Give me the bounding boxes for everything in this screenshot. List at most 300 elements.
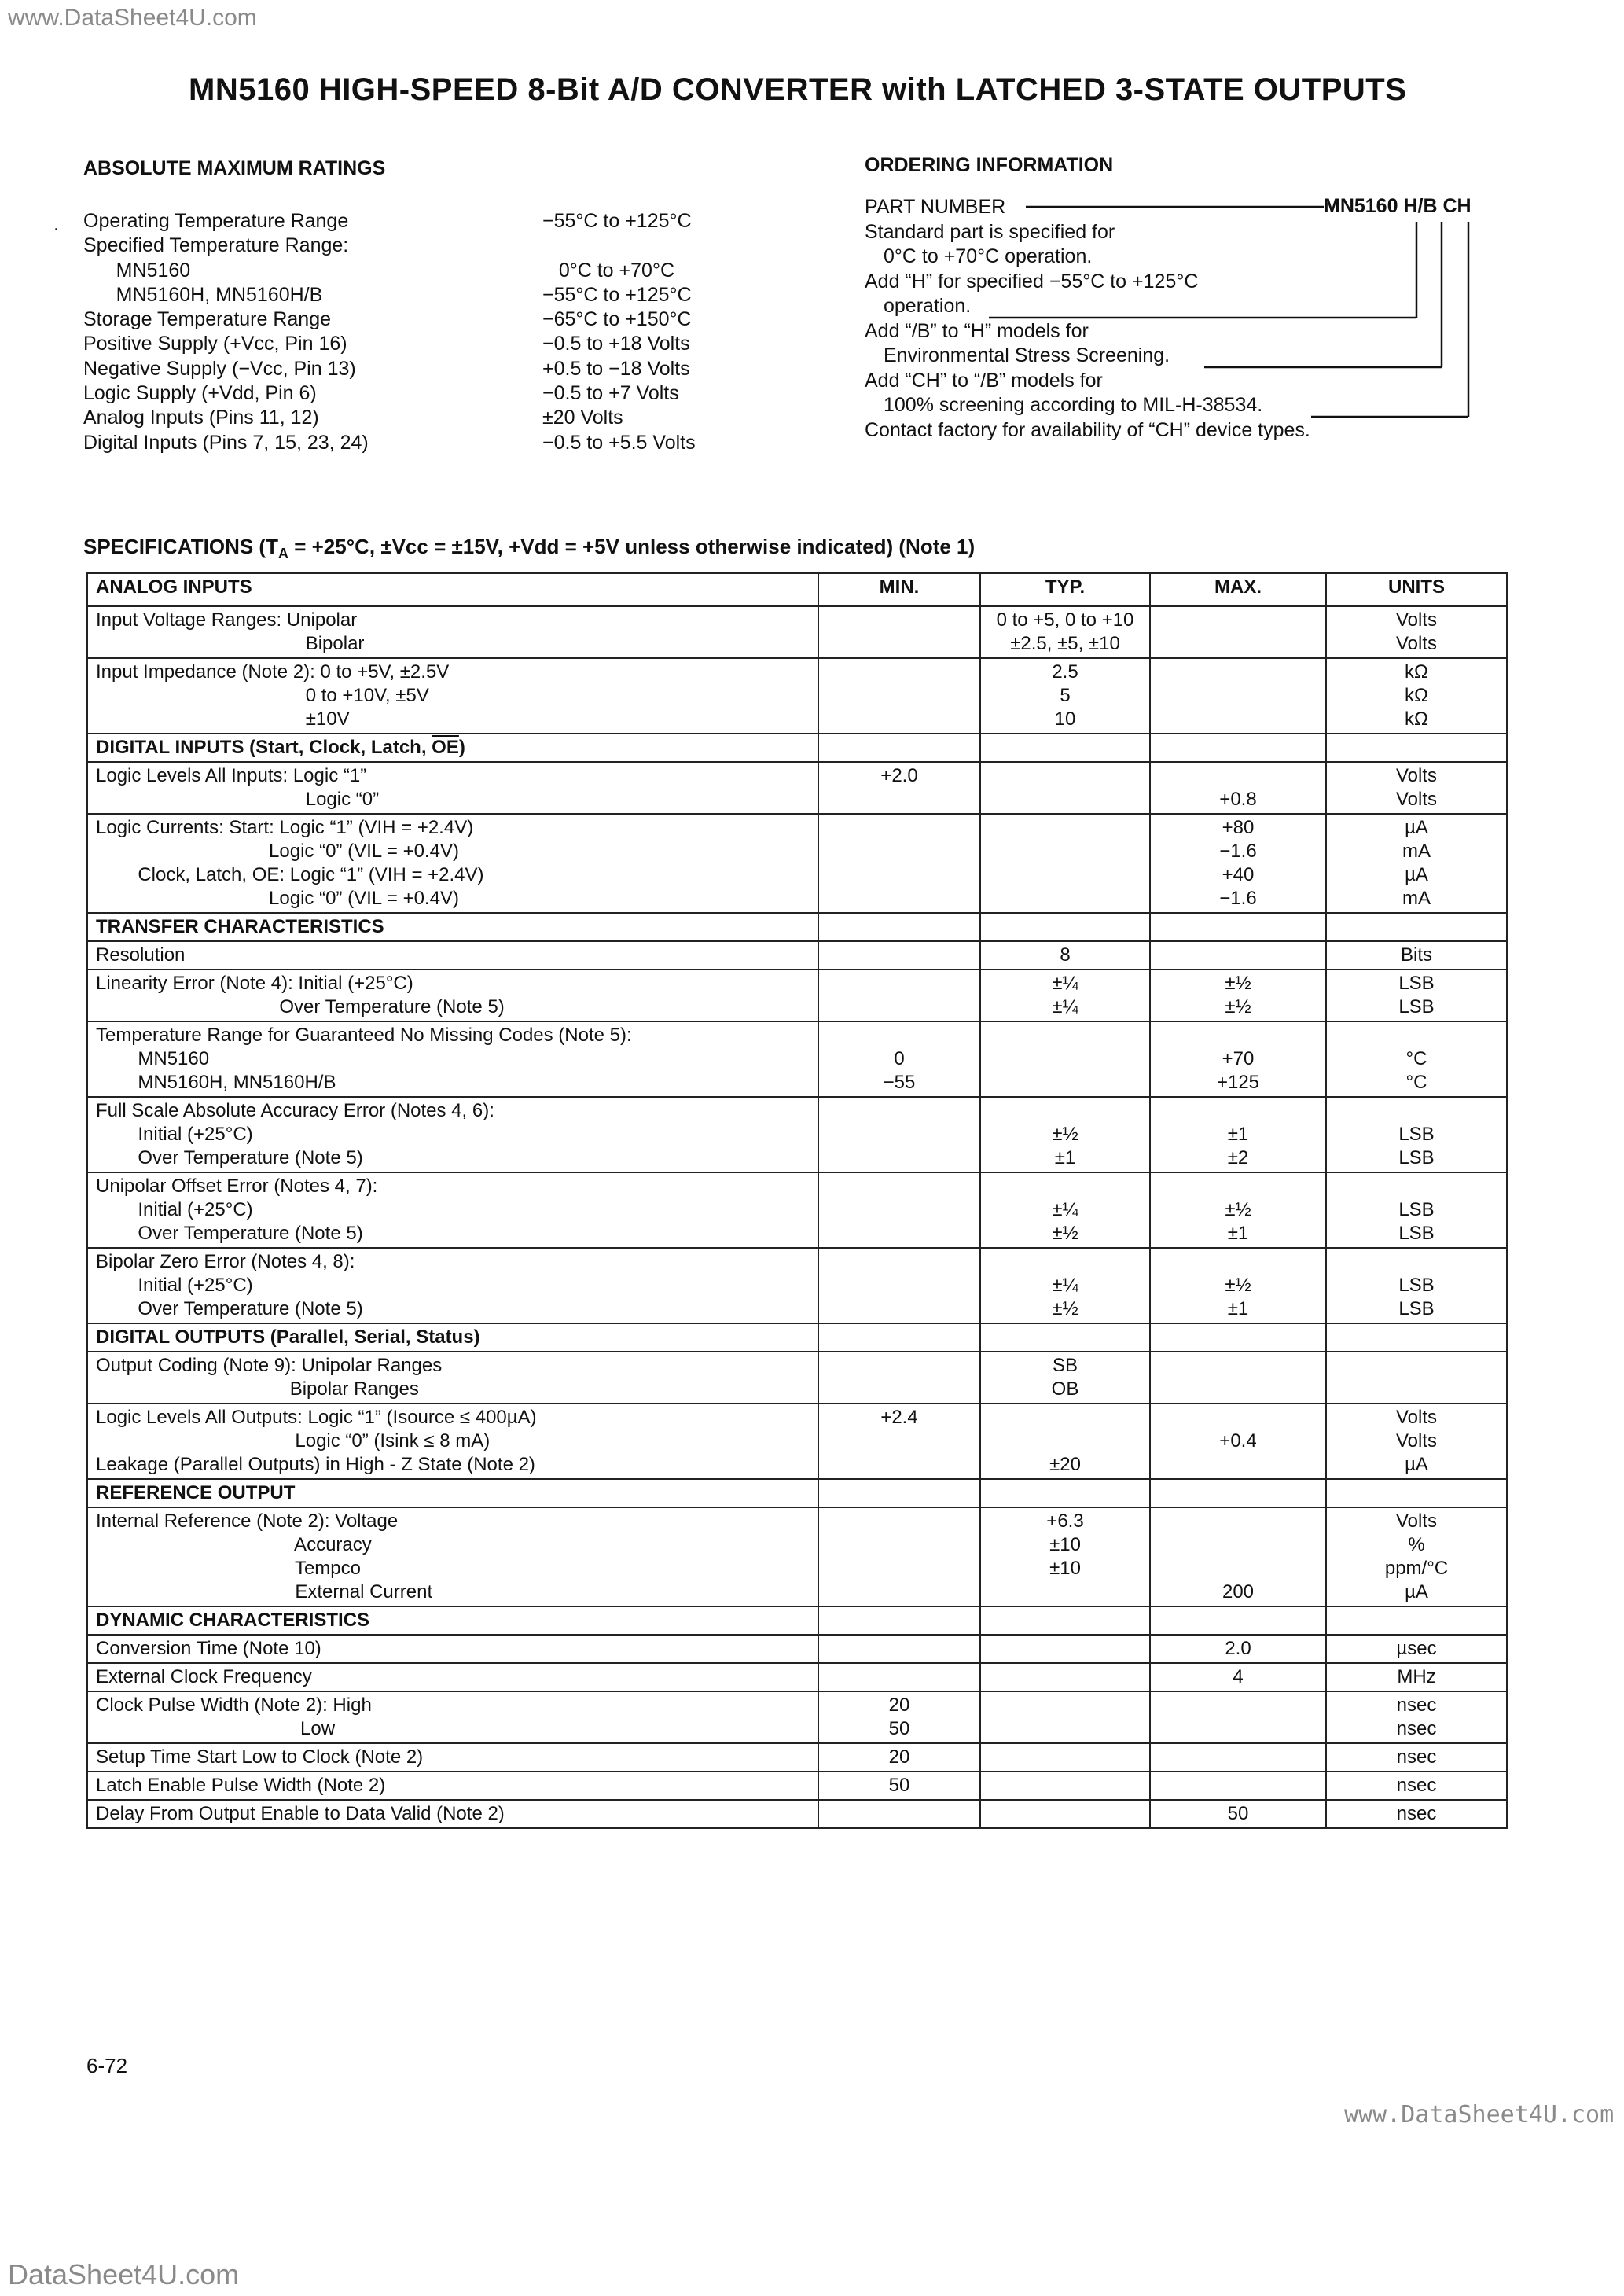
cell-line: Over Temperature (Note 5) [96, 1147, 363, 1168]
typ-cell [980, 1248, 1150, 1323]
max-cell [1150, 814, 1326, 913]
rating-value: ±20 Volts [542, 407, 623, 429]
units-cell [1326, 1772, 1507, 1800]
empty-cell [1326, 1479, 1507, 1507]
max-cell [1150, 762, 1326, 814]
table-row [87, 1097, 1507, 1172]
cell-line: ±1 [1227, 1223, 1249, 1244]
cell-line: Tempco [96, 1558, 361, 1579]
typ-cell [980, 970, 1150, 1021]
cell-line: Bits [1400, 944, 1432, 966]
cell-line: Temperature Range for Guaranteed No Missing Codes (Note 5): [96, 1025, 632, 1046]
param-cell [87, 1404, 818, 1479]
cell-line: ±½ [1052, 1298, 1078, 1319]
units-cell [1326, 1743, 1507, 1772]
typ-cell [980, 1404, 1150, 1479]
cell-line: Input Voltage Ranges: Unipolar [96, 609, 358, 631]
cell-line: ±1 [1227, 1124, 1249, 1145]
cell-line: Resolution [96, 944, 186, 966]
cell-line: ±1 [1227, 1298, 1249, 1319]
cell-line: Bipolar [96, 633, 365, 654]
cell-line [827, 788, 972, 811]
typ-cell [980, 658, 1150, 734]
max-cell [1150, 1743, 1326, 1772]
cell-line: µA [1405, 1581, 1428, 1602]
cell-line: Over Temperature (Note 5) [96, 1298, 363, 1319]
absolute-max-heading: ABSOLUTE MAXIMUM RATINGS [83, 157, 386, 179]
units-cell [1326, 1352, 1507, 1404]
empty-cell [818, 1606, 980, 1635]
cell-line: Setup Time Start Low to Clock (Note 2) [96, 1746, 424, 1768]
table-row [87, 814, 1507, 913]
cell-line: External Current [96, 1581, 433, 1602]
section-title: REFERENCE OUTPUT [87, 1479, 818, 1507]
min-cell [818, 762, 980, 814]
cell-line: +6.3 [1046, 1510, 1084, 1532]
max-cell [1150, 658, 1326, 734]
cell-line: Volts [1395, 633, 1438, 654]
cell-line: ±½ [1225, 1199, 1251, 1220]
cell-line: µsec [1396, 1638, 1437, 1659]
param-cell [87, 1248, 818, 1323]
cell-line: External Clock Frequency [96, 1666, 312, 1687]
empty-cell [818, 913, 980, 941]
cell-line [827, 1453, 972, 1477]
table-row [87, 1352, 1507, 1404]
rating-label: Logic Supply (+Vdd, Pin 6) [83, 382, 317, 405]
max-cell [1150, 1772, 1326, 1800]
cell-line: Volts [1395, 765, 1438, 786]
col-header-units: UNITS [1326, 573, 1507, 606]
cell-line [989, 1175, 1141, 1198]
max-cell [1150, 1691, 1326, 1743]
empty-cell [1326, 1323, 1507, 1352]
units-cell [1326, 1097, 1507, 1172]
cell-line: +125 [1216, 1072, 1260, 1093]
watermark-right: www.DataSheet4U.com [1344, 2101, 1615, 2129]
specifications-heading: SPECIFICATIONS ($T_A = +25^\circ C$, ±Vcc = ±15V, +Vdd = +5V unless otherwise indicated) (Note 1) [83, 535, 976, 562]
empty-cell [818, 1323, 980, 1352]
section-row [87, 1323, 1507, 1352]
min-cell [818, 970, 980, 1021]
cell-line: MN5160H, MN5160H/B [96, 1072, 336, 1093]
max-cell [1150, 1097, 1326, 1172]
cell-line: Linearity Error (Note 4): Initial (+25°C) [96, 973, 413, 994]
cell-line: +0.4 [1219, 1430, 1257, 1452]
cell-line: Logic Levels All Outputs: Logic “1” (Isource ≤ 400µA) [96, 1407, 537, 1428]
cell-line: Bipolar Ranges [96, 1378, 419, 1400]
empty-cell [1150, 1479, 1326, 1507]
units-cell [1326, 658, 1507, 734]
min-cell [818, 1635, 980, 1663]
cell-line: ±20 [1049, 1454, 1081, 1475]
ordering-connector-lines [0, 0, 1624, 488]
cell-line: 200 [1222, 1581, 1255, 1602]
min-cell [818, 1663, 980, 1691]
cell-line: Logic Levels All Inputs: Logic “1” [96, 765, 367, 786]
cell-line: +80 [1222, 817, 1255, 838]
cell-line: Clock Pulse Width (Note 2): High [96, 1694, 372, 1716]
section-row [87, 1479, 1507, 1507]
typ-cell [980, 1800, 1150, 1828]
col-header-parameter: ANALOG INPUTS [87, 573, 818, 606]
param-cell [87, 1800, 818, 1828]
cell-line: 50 [888, 1775, 910, 1796]
cell-line [1335, 1099, 1498, 1123]
cell-line: ±10 [1049, 1534, 1081, 1555]
cell-line: MN5160 [96, 1048, 210, 1069]
cell-line: Delay From Output Enable to Data Valid (Note 2) [96, 1803, 505, 1824]
units-cell [1326, 1507, 1507, 1606]
cell-line [989, 1580, 1141, 1604]
min-cell [818, 1800, 980, 1828]
cell-line: 5 [1060, 685, 1071, 706]
typ-cell [980, 1691, 1150, 1743]
units-cell [1326, 970, 1507, 1021]
section-title: DIGITAL OUTPUTS (Parallel, Serial, Status) [87, 1323, 818, 1352]
rating-label: Negative Supply (−Vcc, Pin 13) [83, 357, 356, 380]
units-cell [1326, 1404, 1507, 1479]
min-cell [818, 1507, 980, 1606]
cell-line: Logic “0” (Isink ≤ 8 mA) [96, 1430, 491, 1452]
rating-label: Positive Supply (+Vcc, Pin 16) [83, 333, 347, 355]
cell-line: nsec [1396, 1746, 1437, 1768]
typ-cell [980, 1507, 1150, 1606]
cell-line: kΩ [1405, 661, 1428, 683]
table-row [87, 1800, 1507, 1828]
section-row [87, 913, 1507, 941]
cell-line: Unipolar Offset Error (Notes 4, 7): [96, 1176, 378, 1197]
cell-line: Initial (+25°C) [96, 1275, 253, 1296]
table-row [87, 1404, 1507, 1479]
cell-line: Volts [1395, 1407, 1438, 1428]
param-cell [87, 1172, 818, 1248]
cell-line: Input Impedance (Note 2): 0 to +5V, ±2.5V [96, 661, 450, 683]
max-cell [1150, 1800, 1326, 1828]
typ-cell [980, 1743, 1150, 1772]
units-cell [1326, 1248, 1507, 1323]
min-cell [818, 941, 980, 970]
rating-value: −0.5 to +18 Volts [542, 333, 690, 355]
cell-line: Bipolar Zero Error (Notes 4, 8): [96, 1251, 355, 1272]
specifications-table [86, 572, 1508, 1829]
units-cell [1326, 1663, 1507, 1691]
rating-value: 0°C to +70°C [542, 259, 674, 281]
units-cell [1326, 1635, 1507, 1663]
param-cell [87, 1021, 818, 1097]
typ-cell [980, 1772, 1150, 1800]
param-cell [87, 1743, 818, 1772]
page-title: MN5160 HIGH-SPEED 8-Bit A/D CONVERTER with LATCHED 3-STATE OUTPUTS [189, 72, 1407, 107]
cell-line: Logic Currents: Start: Logic “1” (VIH = +2.4V) [96, 817, 474, 838]
cell-line: LSB [1398, 1124, 1435, 1145]
rating-value: −55°C to +125°C [542, 210, 692, 232]
ordering-line: 0°C to +70°C operation. [884, 245, 1093, 267]
param-cell [87, 1772, 818, 1800]
cell-line: 2.5 [1052, 661, 1078, 683]
cell-line: 0 [894, 1048, 905, 1069]
empty-cell [1326, 913, 1507, 941]
cell-line [989, 1250, 1141, 1274]
section-title: TRANSFER CHARACTERISTICS [87, 913, 818, 941]
table-row [87, 1743, 1507, 1772]
param-cell [87, 1352, 818, 1404]
ordering-line: Add “/B” to “H” models for [865, 319, 1089, 342]
empty-cell [980, 913, 1150, 941]
cell-line: Volts [1395, 1430, 1438, 1452]
cell-line: Initial (+25°C) [96, 1124, 253, 1145]
cell-line: ±2.5, ±5, ±10 [1010, 633, 1120, 654]
empty-cell [1326, 734, 1507, 762]
cell-line: ±10V [96, 708, 350, 730]
cell-line: Accuracy [96, 1534, 372, 1555]
max-cell [1150, 1635, 1326, 1663]
cell-line: LSB [1398, 1223, 1435, 1244]
cell-line: mA [1402, 888, 1431, 909]
cell-line [1159, 764, 1317, 788]
empty-cell [818, 734, 980, 762]
max-cell [1150, 941, 1326, 970]
cell-line: kΩ [1405, 708, 1428, 730]
cell-line [989, 1406, 1141, 1429]
rating-label: Storage Temperature Range [83, 308, 332, 331]
cell-line [1159, 1453, 1317, 1477]
part-number: MN5160 H/B CH [1324, 195, 1472, 217]
cell-line: % [1408, 1534, 1425, 1555]
rating-value: −0.5 to +7 Volts [542, 382, 679, 405]
cell-line: nsec [1396, 1718, 1437, 1739]
cell-line: 0 to +10V, ±5V [96, 685, 429, 706]
cell-line: Volts [1395, 789, 1438, 810]
ordering-line: Environmental Stress Screening. [884, 344, 1170, 366]
cell-line: Low [96, 1718, 336, 1739]
param-cell [87, 814, 818, 913]
units-cell [1326, 1021, 1507, 1097]
ordering-line: operation. [884, 295, 972, 317]
cell-line: LSB [1398, 1147, 1435, 1168]
ordering-line: 100% screening according to MIL-H-38534. [884, 394, 1263, 416]
cell-line: Volts [1395, 609, 1438, 631]
table-row [87, 1691, 1507, 1743]
param-cell [87, 1097, 818, 1172]
cell-line: Over Temperature (Note 5) [96, 996, 505, 1017]
rating-label: Analog Inputs (Pins 11, 12) [83, 407, 319, 429]
ordering-line: Contact factory for availability of “CH” device types. [865, 418, 1310, 441]
watermark-top: www.DataSheet4U.com [8, 5, 257, 31]
rating-label: Digital Inputs (Pins 7, 15, 23, 24) [83, 431, 369, 454]
section-row [87, 1606, 1507, 1635]
max-cell [1150, 1663, 1326, 1691]
cell-line: Initial (+25°C) [96, 1199, 253, 1220]
table-row [87, 1663, 1507, 1691]
cell-line: Volts [1395, 1510, 1438, 1532]
ordering-heading: ORDERING INFORMATION [865, 154, 1114, 176]
table-row [87, 941, 1507, 970]
min-cell [818, 1021, 980, 1097]
table-row [87, 658, 1507, 734]
cell-line [1159, 1250, 1317, 1274]
cell-line: 20 [888, 1746, 910, 1768]
min-cell [818, 1172, 980, 1248]
min-cell [818, 1772, 980, 1800]
cell-line [1159, 1175, 1317, 1198]
cell-line: 0 to +5, 0 to +10 [996, 609, 1134, 631]
units-cell [1326, 814, 1507, 913]
cell-line: µA [1405, 864, 1428, 885]
typ-cell [980, 1663, 1150, 1691]
cell-line [1159, 1533, 1317, 1557]
col-header-min: MIN. [818, 573, 980, 606]
empty-cell [1150, 734, 1326, 762]
units-cell [1326, 606, 1507, 658]
cell-line: Over Temperature (Note 5) [96, 1223, 363, 1244]
cell-line: 20 [888, 1694, 910, 1716]
cell-line: Leakage (Parallel Outputs) in High - Z State (Note 2) [96, 1454, 535, 1475]
rating-value: −55°C to +125°C [542, 283, 692, 306]
empty-cell [980, 1323, 1150, 1352]
units-cell [1326, 1691, 1507, 1743]
cell-line [1335, 1250, 1498, 1274]
min-cell [818, 1097, 980, 1172]
cell-line: ±1 [1054, 1147, 1076, 1168]
empty-cell [1150, 913, 1326, 941]
cell-line: LSB [1398, 1275, 1435, 1296]
max-cell [1150, 1248, 1326, 1323]
param-cell [87, 1507, 818, 1606]
cell-line: LSB [1398, 1298, 1435, 1319]
cell-line: 2.0 [1225, 1638, 1251, 1659]
min-cell [818, 658, 980, 734]
cell-line: Logic “0” [96, 789, 380, 810]
cell-line [1335, 1175, 1498, 1198]
table-row [87, 1772, 1507, 1800]
typ-cell [980, 1172, 1150, 1248]
ordering-line: Add “CH” to “/B” models for [865, 369, 1103, 392]
cell-line: ±½ [1225, 1275, 1251, 1296]
cell-line: LSB [1398, 1199, 1435, 1220]
cell-line [827, 1024, 972, 1047]
cell-line: ±10 [1049, 1558, 1081, 1579]
param-cell [87, 1663, 818, 1691]
max-cell [1150, 1352, 1326, 1404]
cell-line: LSB [1398, 996, 1435, 1017]
section-title: DYNAMIC CHARACTERISTICS [87, 1606, 818, 1635]
cell-line: −1.6 [1219, 841, 1257, 862]
cell-line: 10 [1054, 708, 1076, 730]
cell-line: Conversion Time (Note 10) [96, 1638, 321, 1659]
cell-line: nsec [1396, 1775, 1437, 1796]
cell-line: nsec [1396, 1694, 1437, 1716]
cell-line: SB [1052, 1355, 1078, 1376]
units-cell [1326, 1800, 1507, 1828]
cell-line: +2.0 [880, 765, 918, 786]
min-cell [818, 1352, 980, 1404]
cell-line: Output Coding (Note 9): Unipolar Ranges [96, 1355, 443, 1376]
cell-line: OB [1051, 1378, 1079, 1400]
empty-cell [1326, 1606, 1507, 1635]
param-cell [87, 658, 818, 734]
cell-line: ±½ [1225, 973, 1251, 994]
page-number: 6-72 [86, 2054, 128, 2077]
cell-line: ±½ [1225, 996, 1251, 1017]
rating-value: +0.5 to −18 Volts [542, 357, 690, 380]
cell-line: ±2 [1227, 1147, 1249, 1168]
empty-cell [1150, 1606, 1326, 1635]
table-row [87, 762, 1507, 814]
units-cell [1326, 762, 1507, 814]
param-cell [87, 941, 818, 970]
min-cell [818, 1404, 980, 1479]
cell-line: Logic “0” (VIL = +0.4V) [96, 841, 459, 862]
empty-cell [980, 734, 1150, 762]
cell-line: ±½ [1052, 1124, 1078, 1145]
cell-line: +2.4 [880, 1407, 918, 1428]
min-cell [818, 606, 980, 658]
ordering-line: Add “H” for specified −55°C to +125°C [865, 270, 1199, 293]
col-header-typ: TYP. [980, 573, 1150, 606]
table-row [87, 970, 1507, 1021]
cell-line: ±½ [1052, 1223, 1078, 1244]
cell-line: °C [1405, 1072, 1427, 1093]
max-cell [1150, 970, 1326, 1021]
cell-line: 8 [1060, 944, 1071, 966]
max-cell [1150, 1507, 1326, 1606]
bullet-mark: · [53, 220, 59, 237]
typ-cell [980, 1635, 1150, 1663]
cell-line: Clock, Latch, OE: Logic “1” (VIH = +2.4V) [96, 864, 484, 885]
units-cell [1326, 1172, 1507, 1248]
param-cell [87, 1635, 818, 1663]
section-title: DIGITAL INPUTS (Start, Clock, Latch, $\overline{OE}$) [87, 734, 818, 762]
cell-line: ±¼ [1052, 973, 1078, 994]
cell-line: °C [1405, 1048, 1427, 1069]
empty-cell [818, 1479, 980, 1507]
typ-cell [980, 941, 1150, 970]
cell-line [1335, 1024, 1498, 1047]
rating-value: −0.5 to +5.5 Volts [542, 431, 696, 454]
cell-line: ppm/°C [1384, 1558, 1449, 1579]
cell-line: −1.6 [1219, 888, 1257, 909]
ordering-line: Standard part is specified for [865, 220, 1115, 243]
max-cell [1150, 1021, 1326, 1097]
typ-cell [980, 1097, 1150, 1172]
typ-cell [980, 606, 1150, 658]
cell-line: Latch Enable Pulse Width (Note 2) [96, 1775, 386, 1796]
empty-cell [980, 1606, 1150, 1635]
empty-cell [980, 1479, 1150, 1507]
cell-line: LSB [1398, 973, 1435, 994]
max-cell [1150, 1172, 1326, 1248]
typ-cell [980, 1021, 1150, 1097]
col-header-max: MAX. [1150, 573, 1326, 606]
max-cell [1150, 606, 1326, 658]
min-cell [818, 1248, 980, 1323]
min-cell [818, 1691, 980, 1743]
table-row [87, 1248, 1507, 1323]
cell-line: mA [1402, 841, 1431, 862]
param-cell [87, 970, 818, 1021]
cell-line [1159, 1510, 1317, 1533]
param-cell [87, 1691, 818, 1743]
max-cell [1150, 1404, 1326, 1479]
cell-line [1159, 1557, 1317, 1580]
cell-line [1159, 1024, 1317, 1047]
typ-cell [980, 814, 1150, 913]
cell-line: 50 [888, 1718, 910, 1739]
rating-label: MN5160H, MN5160H/B [83, 283, 323, 306]
watermark-bottom: DataSheet4U.com [8, 2258, 240, 2290]
table-row [87, 1635, 1507, 1663]
